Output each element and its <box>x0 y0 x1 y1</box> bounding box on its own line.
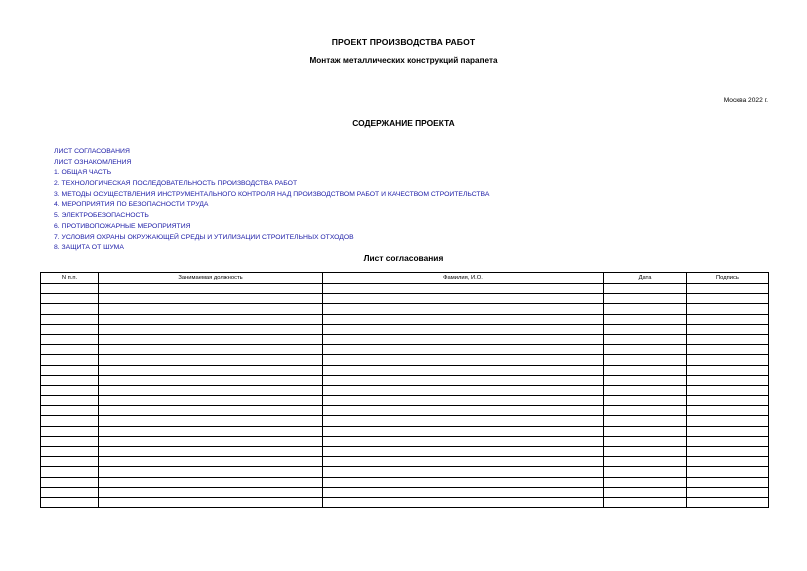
table-cell <box>323 416 604 426</box>
table-cell <box>41 467 99 477</box>
table-cell <box>41 324 99 334</box>
table-cell <box>604 406 687 416</box>
table-cell <box>41 447 99 457</box>
column-header-name: Фамилия, И.О. <box>323 273 604 284</box>
table-cell <box>323 467 604 477</box>
table-cell <box>604 396 687 406</box>
document-subtitle: Монтаж металлических конструкций парапета <box>309 56 498 65</box>
table-of-contents <box>54 147 489 254</box>
toc-link-fire-safety[interactable]: 6. ПРОТИВОПОЖАРНЫЕ МЕРОПРИЯТИЯ <box>54 222 191 230</box>
table-row <box>41 426 769 436</box>
table-cell <box>323 487 604 497</box>
table-cell <box>323 365 604 375</box>
table-row <box>41 396 769 406</box>
table-cell <box>41 396 99 406</box>
table-cell <box>687 375 769 385</box>
table-cell <box>687 406 769 416</box>
table-cell <box>687 447 769 457</box>
table-cell <box>99 497 323 507</box>
table-cell <box>604 457 687 467</box>
table-cell <box>687 467 769 477</box>
column-header-date: Дата <box>604 273 687 284</box>
table-row <box>41 314 769 324</box>
table-row <box>41 375 769 385</box>
table-cell <box>99 365 323 375</box>
table-cell <box>41 385 99 395</box>
table-cell <box>99 284 323 294</box>
table-cell <box>687 324 769 334</box>
table-cell <box>323 406 604 416</box>
table-cell <box>323 426 604 436</box>
table-cell <box>99 416 323 426</box>
table-cell <box>99 334 323 344</box>
table-row <box>41 284 769 294</box>
table-row <box>41 324 769 334</box>
table-cell <box>41 436 99 446</box>
table-row <box>41 385 769 395</box>
table-row <box>41 334 769 344</box>
table-cell <box>323 457 604 467</box>
table-cell <box>604 447 687 457</box>
table-row <box>41 447 769 457</box>
table-cell <box>604 487 687 497</box>
table-cell <box>323 477 604 487</box>
table-cell <box>604 416 687 426</box>
table-cell <box>41 334 99 344</box>
table-cell <box>323 436 604 446</box>
table-row <box>41 294 769 304</box>
table-cell <box>323 497 604 507</box>
table-cell <box>41 406 99 416</box>
table-cell <box>687 487 769 497</box>
table-cell <box>41 365 99 375</box>
table-cell <box>687 334 769 344</box>
table-cell <box>41 345 99 355</box>
approval-sheet-title: Лист согласования <box>363 253 444 263</box>
toc-link-labor-safety[interactable]: 4. МЕРОПРИЯТИЯ ПО БЕЗОПАСНОСТИ ТРУДА <box>54 201 209 209</box>
toc-link-noise-protection[interactable]: 8. ЗАЩИТА ОТ ШУМА <box>54 244 124 252</box>
table-row <box>41 497 769 507</box>
table-cell <box>687 436 769 446</box>
table-cell <box>99 447 323 457</box>
table-cell <box>604 477 687 487</box>
table-cell <box>687 396 769 406</box>
table-row <box>41 365 769 375</box>
table-cell <box>604 426 687 436</box>
table-row <box>41 416 769 426</box>
approval-table <box>40 272 769 508</box>
table-cell <box>99 436 323 446</box>
table-cell <box>687 284 769 294</box>
table-cell <box>323 375 604 385</box>
table-cell <box>323 284 604 294</box>
table-cell <box>41 284 99 294</box>
table-row <box>41 457 769 467</box>
table-cell <box>323 294 604 304</box>
toc-link-approval-sheet[interactable]: ЛИСТ СОГЛАСОВАНИЯ <box>54 148 130 155</box>
table-cell <box>99 457 323 467</box>
table-cell <box>323 304 604 314</box>
toc-link-work-sequence[interactable]: 2. ТЕХНОЛОГИЧЕСКАЯ ПОСЛЕДОВАТЕЛЬНОСТЬ ПРОИЗВОДСТВА РАБОТ <box>54 180 298 188</box>
table-cell <box>323 385 604 395</box>
table-cell <box>687 426 769 436</box>
table-cell <box>99 426 323 436</box>
table-cell <box>99 294 323 304</box>
table-cell <box>323 345 604 355</box>
table-cell <box>604 294 687 304</box>
table-cell <box>604 324 687 334</box>
table-cell <box>604 375 687 385</box>
table-cell <box>687 304 769 314</box>
table-cell <box>323 324 604 334</box>
table-cell <box>41 497 99 507</box>
table-cell <box>41 304 99 314</box>
table-cell <box>687 416 769 426</box>
table-cell <box>323 314 604 324</box>
toc-link-electrical-safety[interactable]: 5. ЭЛЕКТРОБЕЗОПАСНОСТЬ <box>54 212 149 220</box>
table-cell <box>323 447 604 457</box>
table-cell <box>99 477 323 487</box>
table-cell <box>687 345 769 355</box>
table-cell <box>687 457 769 467</box>
table-cell <box>41 426 99 436</box>
table-cell <box>604 304 687 314</box>
table-cell <box>41 477 99 487</box>
table-row <box>41 477 769 487</box>
toc-link-environmental-protection[interactable]: 7. УСЛОВИЯ ОХРАНЫ ОКРУЖАЮЩЕЙ СРЕДЫ И УТИЛИЗАЦИИ СТРОИТЕЛЬНЫХ ОТХОДОВ <box>54 233 354 241</box>
document-title: ПРОЕКТ ПРОИЗВОДСТВА РАБОТ <box>331 37 476 47</box>
table-row <box>41 467 769 477</box>
table-cell <box>687 365 769 375</box>
table-cell <box>41 355 99 365</box>
table-row <box>41 304 769 314</box>
column-header-number: N п.п. <box>41 273 99 284</box>
table-cell <box>99 345 323 355</box>
city-year: Москва 2022 г. <box>723 97 768 104</box>
table-cell <box>99 314 323 324</box>
table-cell <box>99 375 323 385</box>
toc-link-general-part[interactable]: 1. ОБЩАЯ ЧАСТЬ <box>54 169 112 177</box>
table-cell <box>687 477 769 487</box>
toc-link-familiarization-sheet[interactable]: ЛИСТ ОЗНАКОМЛЕНИЯ <box>54 158 132 166</box>
table-cell <box>687 355 769 365</box>
toc-heading: СОДЕРЖАНИЕ ПРОЕКТА <box>352 118 455 128</box>
table-row <box>41 345 769 355</box>
table-cell <box>41 487 99 497</box>
table-cell <box>604 436 687 446</box>
table-cell <box>41 457 99 467</box>
table-cell <box>99 487 323 497</box>
table-row <box>41 355 769 365</box>
table-cell <box>604 345 687 355</box>
table-header-row <box>41 273 769 284</box>
table-cell <box>41 416 99 426</box>
table-cell <box>99 406 323 416</box>
table-cell <box>323 355 604 365</box>
table-cell <box>687 314 769 324</box>
table-cell <box>604 355 687 365</box>
table-cell <box>99 396 323 406</box>
table-cell <box>604 385 687 395</box>
table-cell <box>687 497 769 507</box>
table-cell <box>323 396 604 406</box>
table-cell <box>604 314 687 324</box>
table-row <box>41 436 769 446</box>
table-cell <box>604 365 687 375</box>
table-cell <box>41 294 99 304</box>
table-cell <box>99 324 323 334</box>
column-header-position: Занимаемая должность <box>99 273 323 284</box>
table-cell <box>604 467 687 477</box>
table-row <box>41 406 769 416</box>
table-cell <box>41 314 99 324</box>
toc-link-instrumental-control[interactable]: 3. МЕТОДЫ ОСУЩЕСТВЛЕНИЯ ИНСТРУМЕНТАЛЬНОГО КОНТРОЛЯ НАД ПРОИЗВОДСТВОМ РАБОТ И КАЧЕСТВОМ СТРОИТЕЛЬСТВА <box>54 190 490 198</box>
table-cell <box>99 355 323 365</box>
table-cell <box>687 385 769 395</box>
table-cell <box>687 294 769 304</box>
table-cell <box>41 375 99 385</box>
table-cell <box>323 334 604 344</box>
table-cell <box>604 284 687 294</box>
table-row <box>41 487 769 497</box>
table-cell <box>99 304 323 314</box>
table-cell <box>604 334 687 344</box>
table-cell <box>99 467 323 477</box>
approval-table-body <box>41 284 769 508</box>
table-cell <box>604 497 687 507</box>
table-cell <box>99 385 323 395</box>
column-header-signature: Подпись <box>687 273 769 284</box>
